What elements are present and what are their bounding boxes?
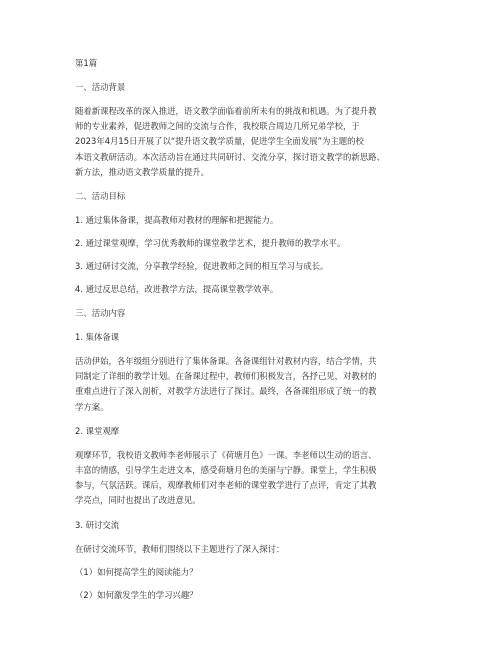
- document-page: [75, 56, 435, 603]
- section-heading-goals: 二、活动目标: [75, 191, 126, 202]
- paragraph-line: 活动伊始，各年级组分别进行了集体备课。各备课组针对教材内容，结合学情，共: [75, 356, 377, 367]
- goal-item: 4. 通过反思总结，改进教学方法，提高课堂教学效率。: [75, 284, 279, 295]
- paragraph-line: 随着新课程改革的深入推进，语文教学面临着前所未有的挑战和机遇。为了提升教: [75, 106, 377, 116]
- goal-item: 2. 通过课堂观摩，学习优秀教师的课堂教学艺术，提升教师的教学水平。: [75, 238, 346, 249]
- section-heading-content: 三、活动内容: [75, 308, 126, 319]
- section-heading-background: 一、活动背景: [75, 82, 126, 92]
- paragraph-line: 新方法，推动语文教学质量的提升。: [75, 166, 209, 177]
- paragraph-line: 观摩环节，我校语文教师李老师展示了《荷塘月色》一课。李老师以生动的语言、: [75, 449, 377, 460]
- paragraph-line: 2023年4月15日开展了以“提升语文教学质量，促进学生全面发展”为主题的校: [75, 136, 364, 147]
- paragraph-line: 师的专业素养，促进教师之间的交流与合作，我校联合周边几所兄弟学校，于: [75, 121, 360, 132]
- paragraph-line: 同制定了详细的教学计划。在备课过程中，教师们积极发言，各抒己见，对教材的: [75, 371, 377, 382]
- subsection-title-lesson-prep: 1. 集体备课: [75, 332, 120, 343]
- subsection-title-observation: 2. 课堂观摩: [75, 425, 120, 436]
- paragraph-line: 学亮点，同时也提出了改进意见。: [75, 495, 201, 506]
- paragraph-line: 丰富的情感，引导学生走进文本，感受荷塘月色的美丽与宁静。课堂上，学生积极: [75, 465, 377, 476]
- observation-paragraph: [75, 448, 435, 509]
- subsection-title-discussion: 3. 研讨交流: [75, 519, 120, 530]
- discussion-intro: 在研讨交流环节，教师们围绕以下主题进行了深入探讨：: [75, 543, 285, 554]
- discussion-question: （2）如何激发学生的学习兴趣？: [75, 589, 198, 600]
- paragraph-line: 本语文教研活动。本次活动旨在通过共同研讨、交流分享，探讨语文教学的新思路、: [75, 151, 385, 162]
- goal-item: 1. 通过集体备课，提高教师对教材的理解和把握能力。: [75, 215, 279, 226]
- background-paragraph: [75, 104, 435, 180]
- lesson-prep-paragraph: [75, 354, 435, 415]
- paragraph-line: 学方案。: [75, 401, 109, 412]
- paragraph-line: 参与，气氛活跃。课后，观摩教师们对李老师的课堂教学进行了点评，肯定了其教: [75, 480, 377, 491]
- discussion-question: （1）如何提高学生的阅读能力？: [75, 566, 198, 577]
- chapter-label: 第1篇: [75, 58, 98, 68]
- goal-item: 3. 通过研讨交流，分享教学经验，促进教师之间的相互学习与成长。: [75, 261, 329, 272]
- paragraph-line: 重难点进行了深入剖析，对教学方法进行了探讨。最终，各备课组形成了统一的教: [75, 386, 377, 397]
